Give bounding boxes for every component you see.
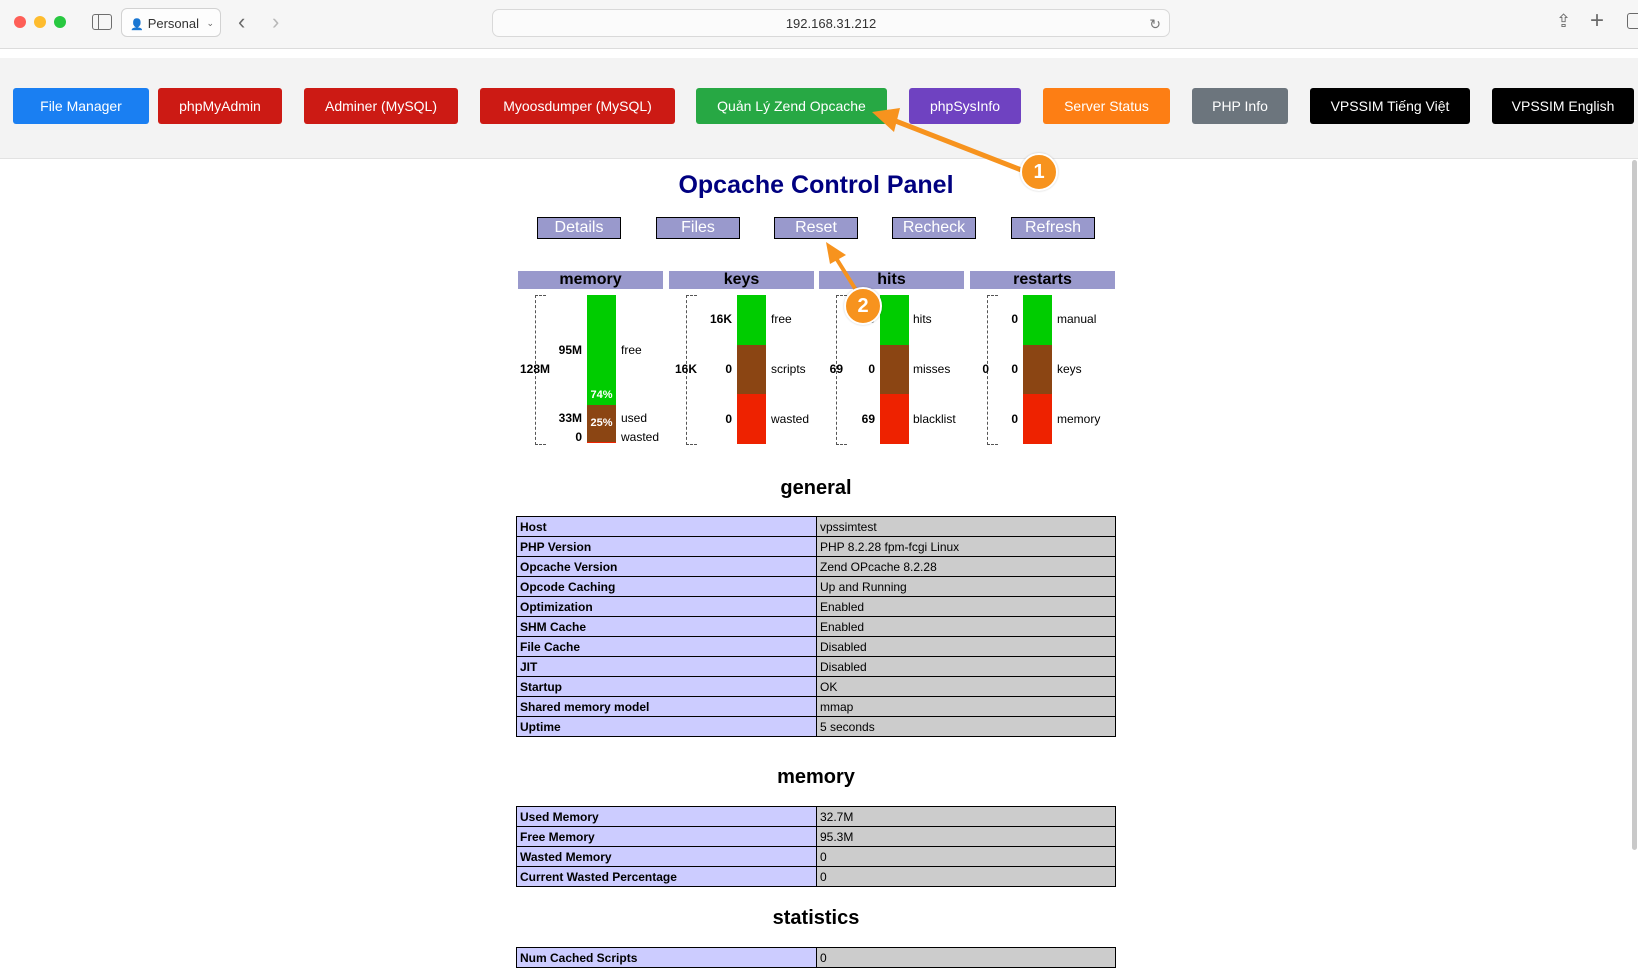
restarts-total: 0: [982, 362, 989, 376]
memory-section-title: memory: [777, 766, 855, 788]
keys-free-label: free: [771, 312, 792, 326]
memory-key: Wasted Memory: [517, 847, 817, 867]
keys-total: 16K: [674, 362, 697, 376]
keys-wasted-value: 0: [725, 412, 732, 426]
recheck-button[interactable]: Recheck: [892, 217, 976, 239]
adminer-button[interactable]: Adminer (MySQL): [304, 88, 458, 124]
hits-hits-label: hits: [913, 312, 932, 326]
annotation-badge-1: 1: [1020, 153, 1058, 191]
annotation-badge-2: 2: [844, 287, 882, 325]
general-key: Startup: [517, 677, 817, 697]
memory-used-percent: 25%: [590, 417, 613, 429]
keys-free-value: 16K: [709, 312, 732, 326]
person-icon: 👤: [130, 19, 144, 31]
general-key: SHM Cache: [517, 617, 817, 637]
restarts-keys-label: keys: [1057, 362, 1082, 376]
refresh-button[interactable]: Refresh: [1011, 217, 1095, 239]
memory-value: 95.3M: [817, 827, 1116, 847]
annotation-arrow-1: [893, 120, 1024, 171]
keys-graph-header: keys: [669, 271, 814, 289]
restarts-manual-value: 0: [1011, 312, 1018, 326]
keys-scripts-label: scripts: [771, 362, 806, 376]
general-key: Shared memory model: [517, 697, 817, 717]
memory-key: Current Wasted Percentage: [517, 867, 817, 887]
myoosdumper-button[interactable]: Myoosdumper (MySQL): [480, 88, 675, 124]
general-section-title: general: [780, 477, 852, 499]
forward-button[interactable]: ›: [272, 9, 280, 34]
zend-opcache-button[interactable]: Quản Lý Zend Opcache: [696, 88, 887, 124]
memory-free-value: 95M: [558, 343, 582, 357]
statistics-value: 0: [817, 948, 1116, 968]
chevron-down-icon: ⌄: [206, 18, 214, 28]
hits-misses-label: misses: [913, 362, 951, 376]
general-key: File Cache: [517, 637, 817, 657]
reload-icon[interactable]: ↻: [1149, 16, 1161, 32]
general-value: OK: [817, 677, 1116, 697]
share-icon[interactable]: ⇪: [1556, 11, 1572, 31]
file-manager-button[interactable]: File Manager: [13, 88, 149, 124]
memory-wasted-label: wasted: [621, 430, 660, 444]
memory-graph-header: memory: [518, 271, 663, 289]
restarts-graph-header: restarts: [970, 271, 1115, 289]
url-text: 192.168.31.212: [785, 16, 877, 31]
new-tab-icon[interactable]: +: [1590, 7, 1605, 34]
memory-used-value: 33M: [558, 411, 582, 425]
memory-key: Used Memory: [517, 807, 817, 827]
general-value: 5 seconds: [817, 717, 1116, 737]
memory-value: 32.7M: [817, 807, 1116, 827]
vpssim-vietnamese-button[interactable]: VPSSIM Tiếng Việt: [1310, 88, 1470, 124]
profile-name: Personal: [147, 16, 200, 31]
page-title: Opcache Control Panel: [678, 171, 954, 199]
restarts-manual-label: manual: [1057, 312, 1097, 326]
phpmyadmin-button[interactable]: phpMyAdmin: [158, 88, 282, 124]
general-value: PHP 8.2.28 fpm-fcgi Linux: [817, 537, 1116, 557]
general-key: Opcode Caching: [517, 577, 817, 597]
general-value: mmap: [817, 697, 1116, 717]
reset-button[interactable]: Reset: [774, 217, 858, 239]
memory-key: Free Memory: [517, 827, 817, 847]
general-value: Enabled: [817, 617, 1116, 637]
general-key: Opcache Version: [517, 557, 817, 577]
general-value: vpssimtest: [817, 517, 1116, 537]
general-key: Optimization: [517, 597, 817, 617]
memory-total: 128M: [519, 362, 550, 376]
general-value: Enabled: [817, 597, 1116, 617]
hits-blacklist-value: 69: [861, 412, 875, 426]
php-info-button[interactable]: PHP Info: [1192, 88, 1288, 124]
general-value: Disabled: [817, 637, 1116, 657]
general-value: Zend OPcache 8.2.28: [817, 557, 1116, 577]
phpsysinfo-button[interactable]: phpSysInfo: [909, 88, 1021, 124]
memory-value: 0: [817, 867, 1116, 887]
memory-free-label: free: [621, 343, 642, 357]
hits-total: 69: [829, 362, 843, 376]
annotation-arrowhead-1: [872, 108, 900, 132]
general-key: Uptime: [517, 717, 817, 737]
general-key: PHP Version: [517, 537, 817, 557]
back-button[interactable]: ‹: [238, 9, 246, 34]
memory-wasted-value: 0: [575, 430, 582, 444]
memory-used-label: used: [621, 411, 648, 425]
files-button[interactable]: Files: [656, 217, 740, 239]
statistics-section-title: statistics: [772, 907, 860, 929]
hits-blacklist-label: blacklist: [913, 412, 956, 426]
general-key: JIT: [517, 657, 817, 677]
general-key: Host: [517, 517, 817, 537]
general-value: Up and Running: [817, 577, 1116, 597]
details-button[interactable]: Details: [537, 217, 621, 239]
restarts-memory-label: memory: [1057, 412, 1101, 426]
restarts-memory-value: 0: [1011, 412, 1018, 426]
keys-scripts-value: 0: [725, 362, 732, 376]
restarts-keys-value: 0: [1011, 362, 1018, 376]
server-status-button[interactable]: Server Status: [1043, 88, 1170, 124]
keys-wasted-label: wasted: [771, 412, 810, 426]
memory-value: 0: [817, 847, 1116, 867]
statistics-key: Num Cached Scripts: [517, 948, 817, 968]
general-value: Disabled: [817, 657, 1116, 677]
hits-misses-value: 0: [868, 362, 875, 376]
hits-graph-header: hits: [819, 271, 964, 289]
memory-free-percent: 74%: [590, 389, 613, 401]
vpssim-english-button[interactable]: VPSSIM English: [1492, 88, 1634, 124]
